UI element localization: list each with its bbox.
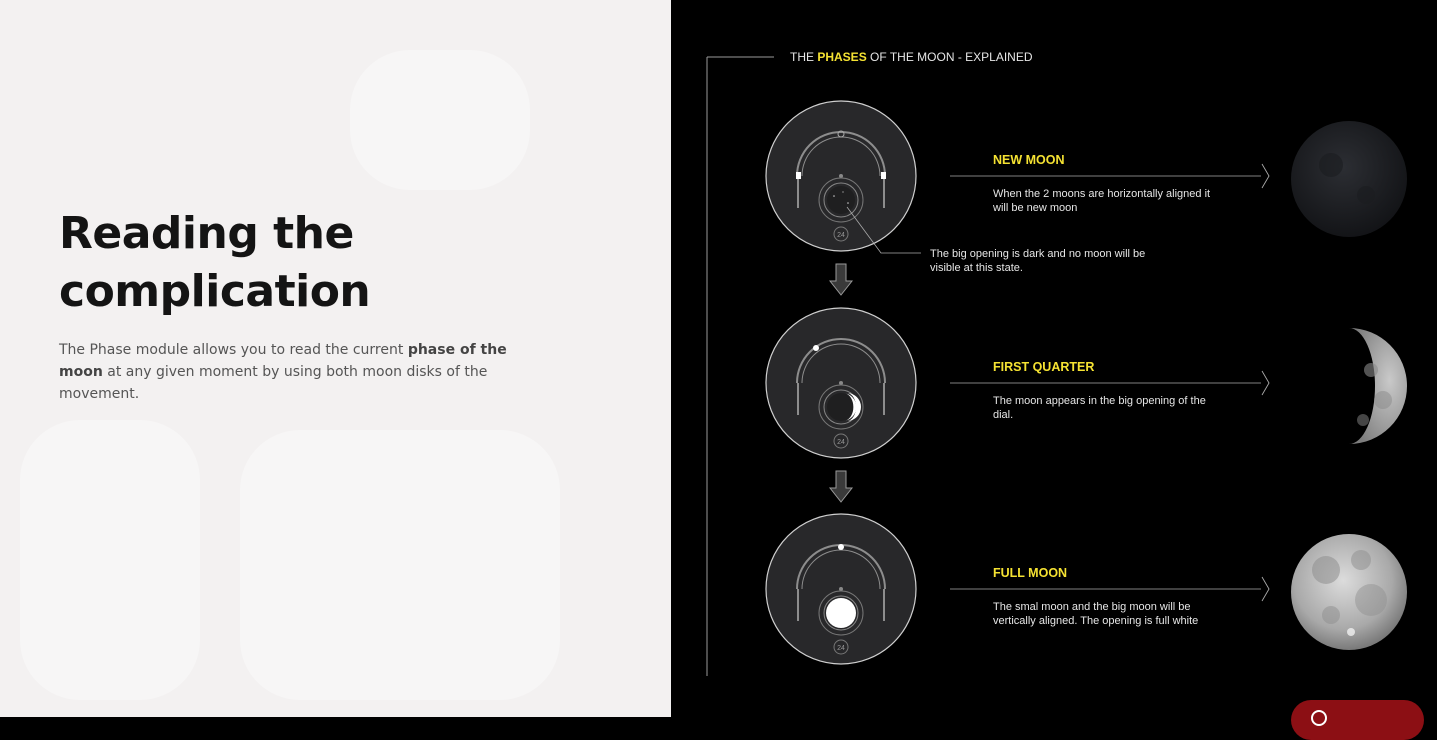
phase-desc-line2: dial. xyxy=(993,409,1014,421)
chevron-right-icon xyxy=(1262,577,1269,601)
background-shape xyxy=(350,50,530,190)
dial-full-moon xyxy=(766,514,916,664)
phase-name: FULL MOON xyxy=(993,566,1068,580)
phase-row-new-moon xyxy=(950,153,1269,214)
infographic-title: THE PHASES OF THE MOON - EXPLAINED xyxy=(790,50,1033,64)
phase-desc-line2: vertically aligned. The opening is full white xyxy=(993,615,1199,627)
dial-first-quarter xyxy=(766,308,916,458)
moon-image-full xyxy=(1291,534,1407,650)
chevron-right-icon xyxy=(1262,164,1269,188)
phase-name: NEW MOON xyxy=(993,153,1065,167)
dial-24-label: 24 xyxy=(837,232,845,239)
page-title-line1: Reading the xyxy=(59,208,354,259)
moon-image-new xyxy=(1291,121,1407,237)
down-arrow-icon xyxy=(830,264,852,295)
description-text: at any given moment by using both moon disks of the movement. xyxy=(59,364,488,402)
page-title-line2: complication xyxy=(59,266,371,317)
description-text: The Phase module allows you to read the current xyxy=(59,342,408,358)
callout-text-line1: The big opening is dark and no moon will be xyxy=(930,248,1146,260)
moon-phase-infographic xyxy=(671,0,1437,717)
chevron-right-icon xyxy=(1262,371,1269,395)
phase-row-first-quarter xyxy=(950,360,1269,421)
dial-24-label: 24 xyxy=(837,645,845,652)
description-emphasis: phase of the moon xyxy=(59,342,507,380)
background-shape xyxy=(20,420,200,700)
callout-text-line2: visible at this state. xyxy=(930,262,1023,274)
background-shape xyxy=(240,430,560,700)
phase-desc-line1: When the 2 moons are horizontally aligned it xyxy=(993,188,1211,200)
dial-24-label: 24 xyxy=(837,439,845,446)
chat-icon xyxy=(1311,710,1327,726)
phase-desc-line1: The moon appears in the big opening of the xyxy=(993,395,1206,407)
description xyxy=(59,339,529,405)
infographic-panel xyxy=(671,0,1437,717)
left-panel xyxy=(0,0,671,717)
phase-row-full-moon xyxy=(950,566,1269,627)
phase-desc-line2: will be new moon xyxy=(993,202,1078,214)
down-arrow-icon xyxy=(830,471,852,502)
phase-name: FIRST QUARTER xyxy=(993,360,1095,374)
phase-desc-line1: The smal moon and the big moon will be xyxy=(993,601,1191,613)
moon-image-first-quarter xyxy=(1349,328,1407,444)
dial-new-moon xyxy=(766,101,916,251)
chat-button[interactable] xyxy=(1291,700,1424,740)
page-title xyxy=(59,205,370,321)
